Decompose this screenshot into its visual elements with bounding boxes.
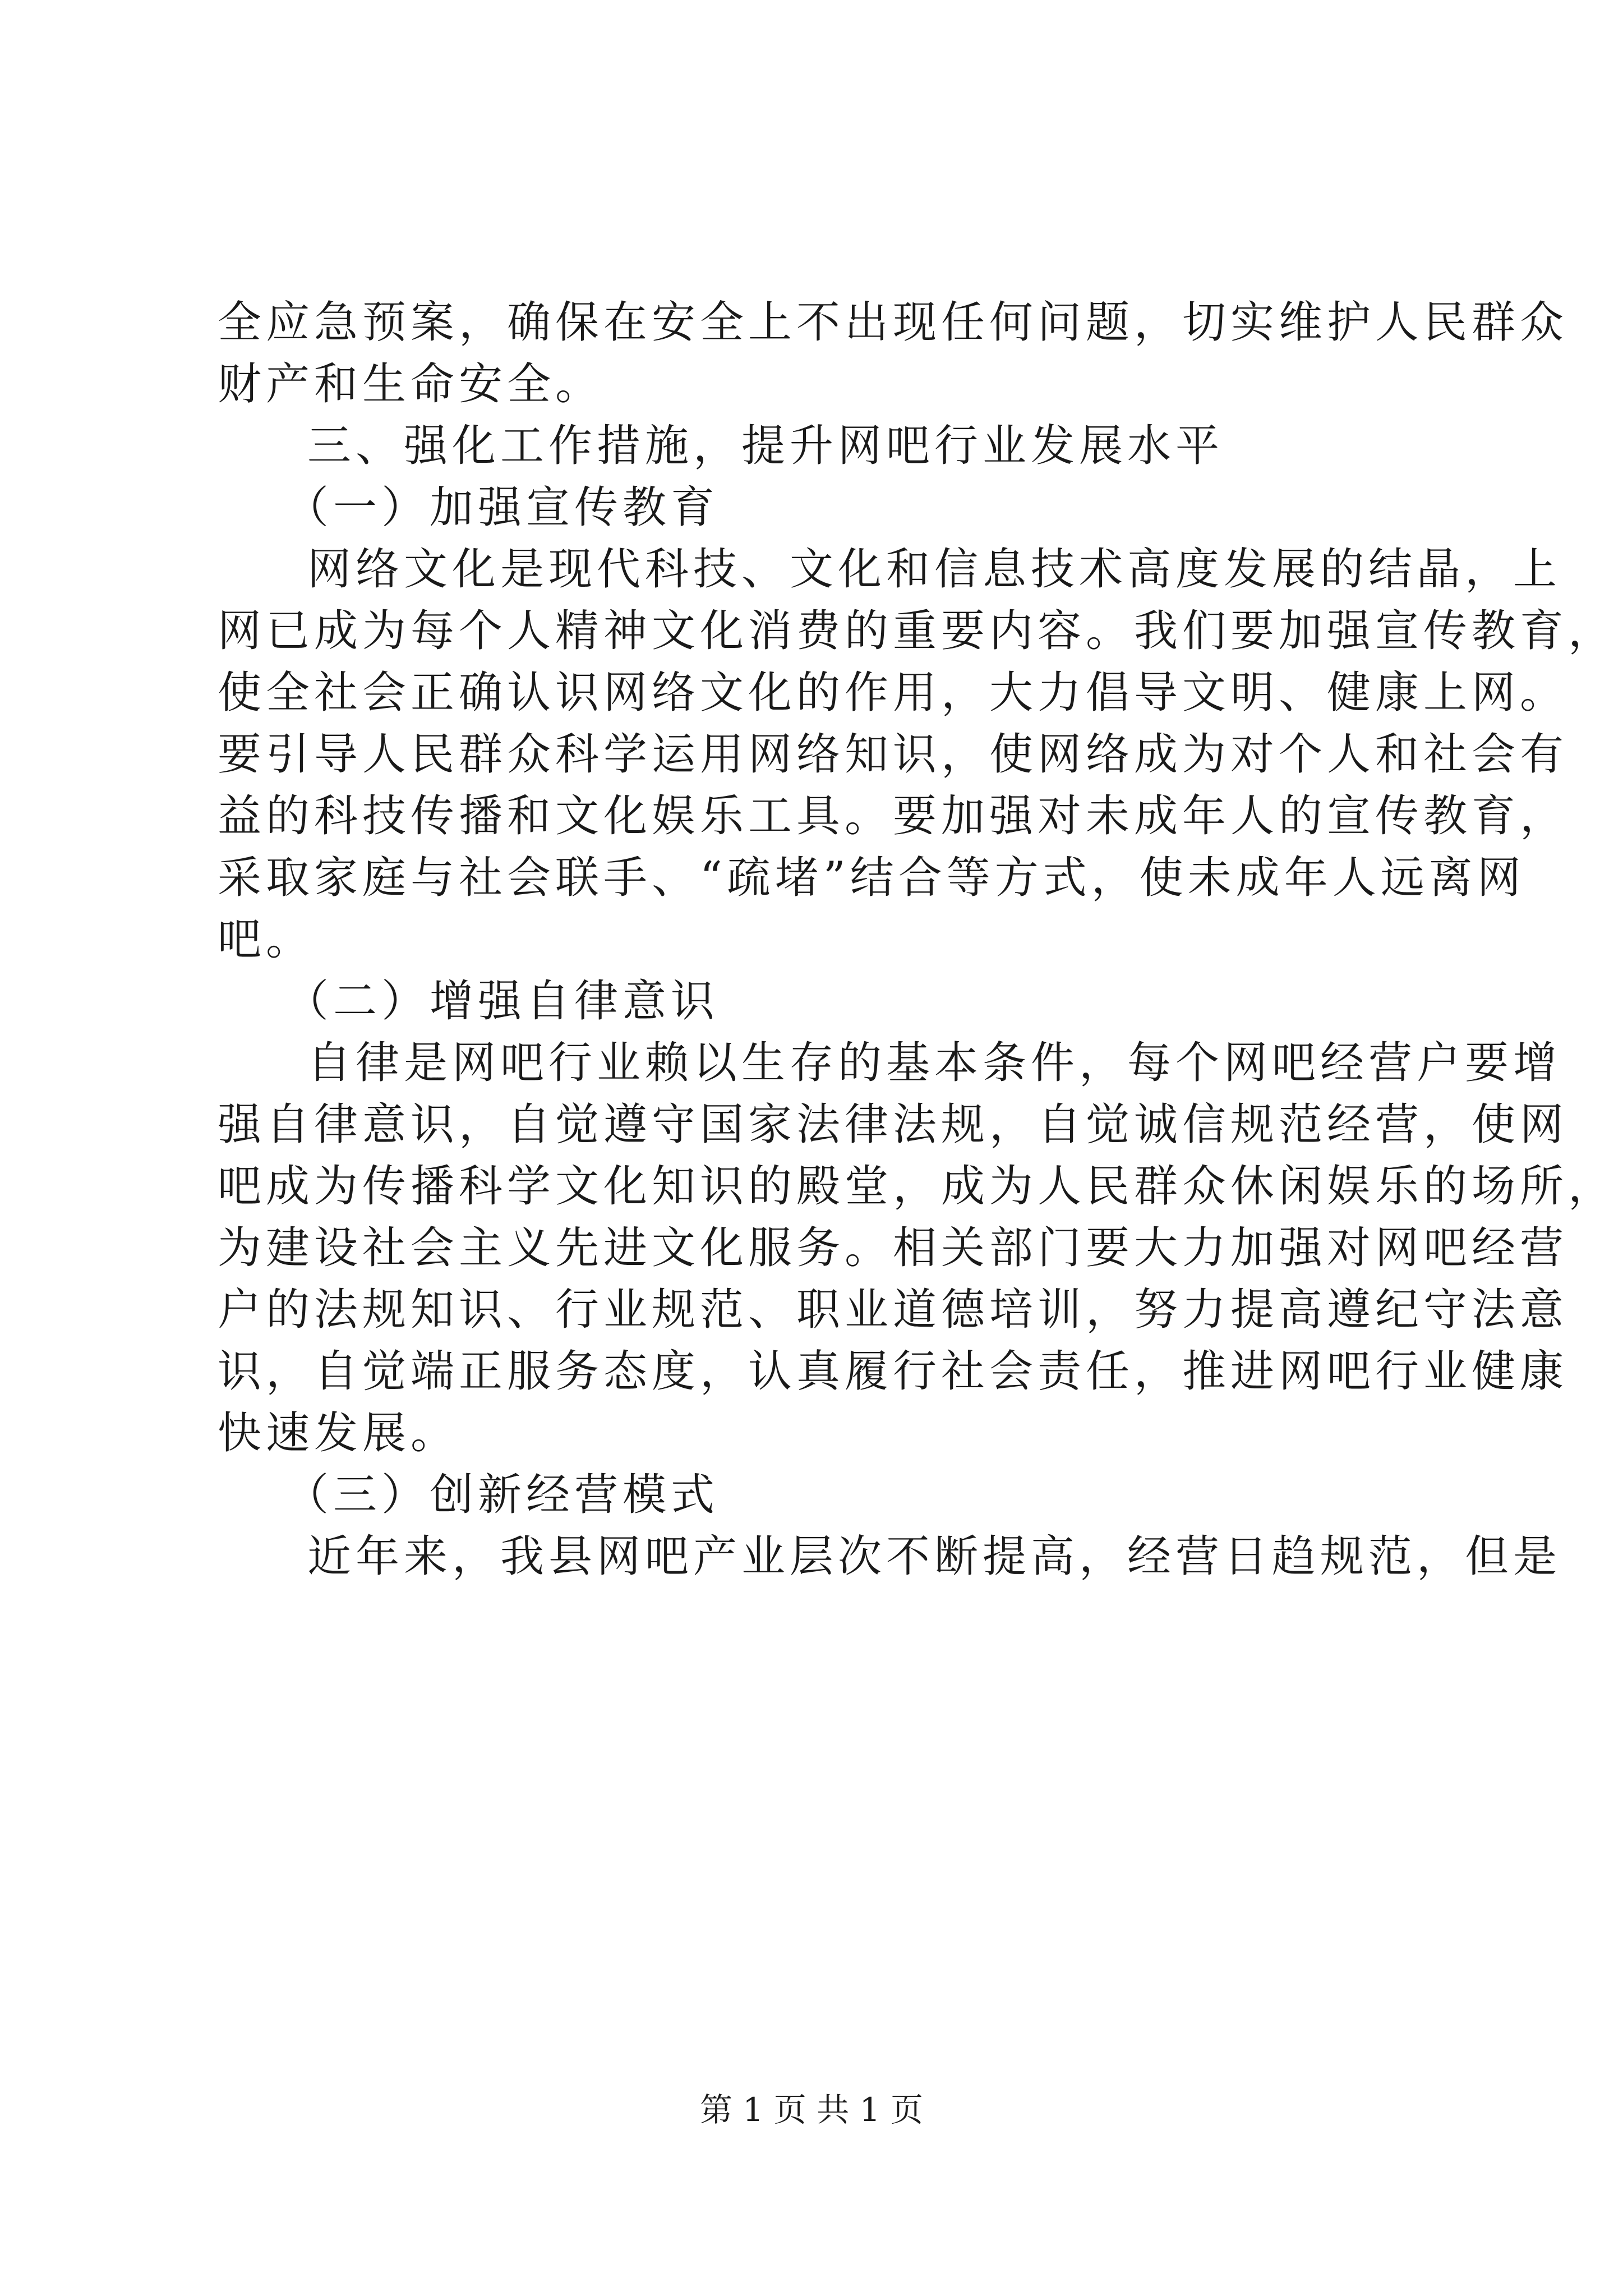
body-line: 吧。 <box>218 914 315 965</box>
body-line: 采取家庭与社会联手、“疏堵”结合等方式，使未成年人远离网 <box>218 853 1525 903</box>
body-line: 强自律意识，自觉遵守国家法律法规，自觉诚信规范经营，使网 <box>218 1099 1569 1150</box>
body-line: 网络文化是现代科技、文化和信息技术高度发展的结晶，上 <box>307 544 1562 595</box>
subsection-heading: （二）增强自律意识 <box>285 976 720 1027</box>
subsection-heading: （三）创新经营模式 <box>285 1470 720 1520</box>
body-line: 使全社会正确认识网络文化的作用，大力倡导文明、健康上网。 <box>218 668 1569 718</box>
body-line: 快速发展。 <box>218 1408 459 1458</box>
body-line: 户的法规知识、行业规范、职业道德培训，努力提高遵纪守法意 <box>218 1285 1569 1335</box>
body-line: 识，自觉端正服务态度，认真履行社会责任，推进网吧行业健康 <box>218 1346 1569 1397</box>
body-line: 为建设社会主义先进文化服务。相关部门要大力加强对网吧经营 <box>218 1223 1569 1273</box>
body-line: 自律是网吧行业赖以生存的基本条件，每个网吧经营户要增 <box>307 1038 1562 1088</box>
page-footer: 第 1 页 共 1 页 <box>700 2091 923 2129</box>
body-line: 吧成为传播科学文化知识的殿堂，成为人民群众休闲娱乐的场所， <box>218 1161 1617 1212</box>
body-line: 全应急预案，确保在安全上不出现任何问题，切实维护人民群众 <box>218 297 1569 348</box>
document-body <box>218 292 1617 1588</box>
body-line: 财产和生命安全。 <box>218 359 604 409</box>
body-line: 益的科技传播和文化娱乐工具。要加强对未成年人的宣传教育， <box>218 791 1569 841</box>
subsection-heading: （一）加强宣传教育 <box>285 482 720 533</box>
section-heading: 三、强化工作措施，提升网吧行业发展水平 <box>307 421 1224 471</box>
body-line: 要引导人民群众科学运用网络知识，使网络成为对个人和社会有 <box>218 729 1569 780</box>
body-line: 近年来，我县网吧产业层次不断提高，经营日趋规范，但是 <box>307 1531 1562 1582</box>
body-line: 网已成为每个人精神文化消费的重要内容。我们要加强宣传教育， <box>218 606 1617 656</box>
